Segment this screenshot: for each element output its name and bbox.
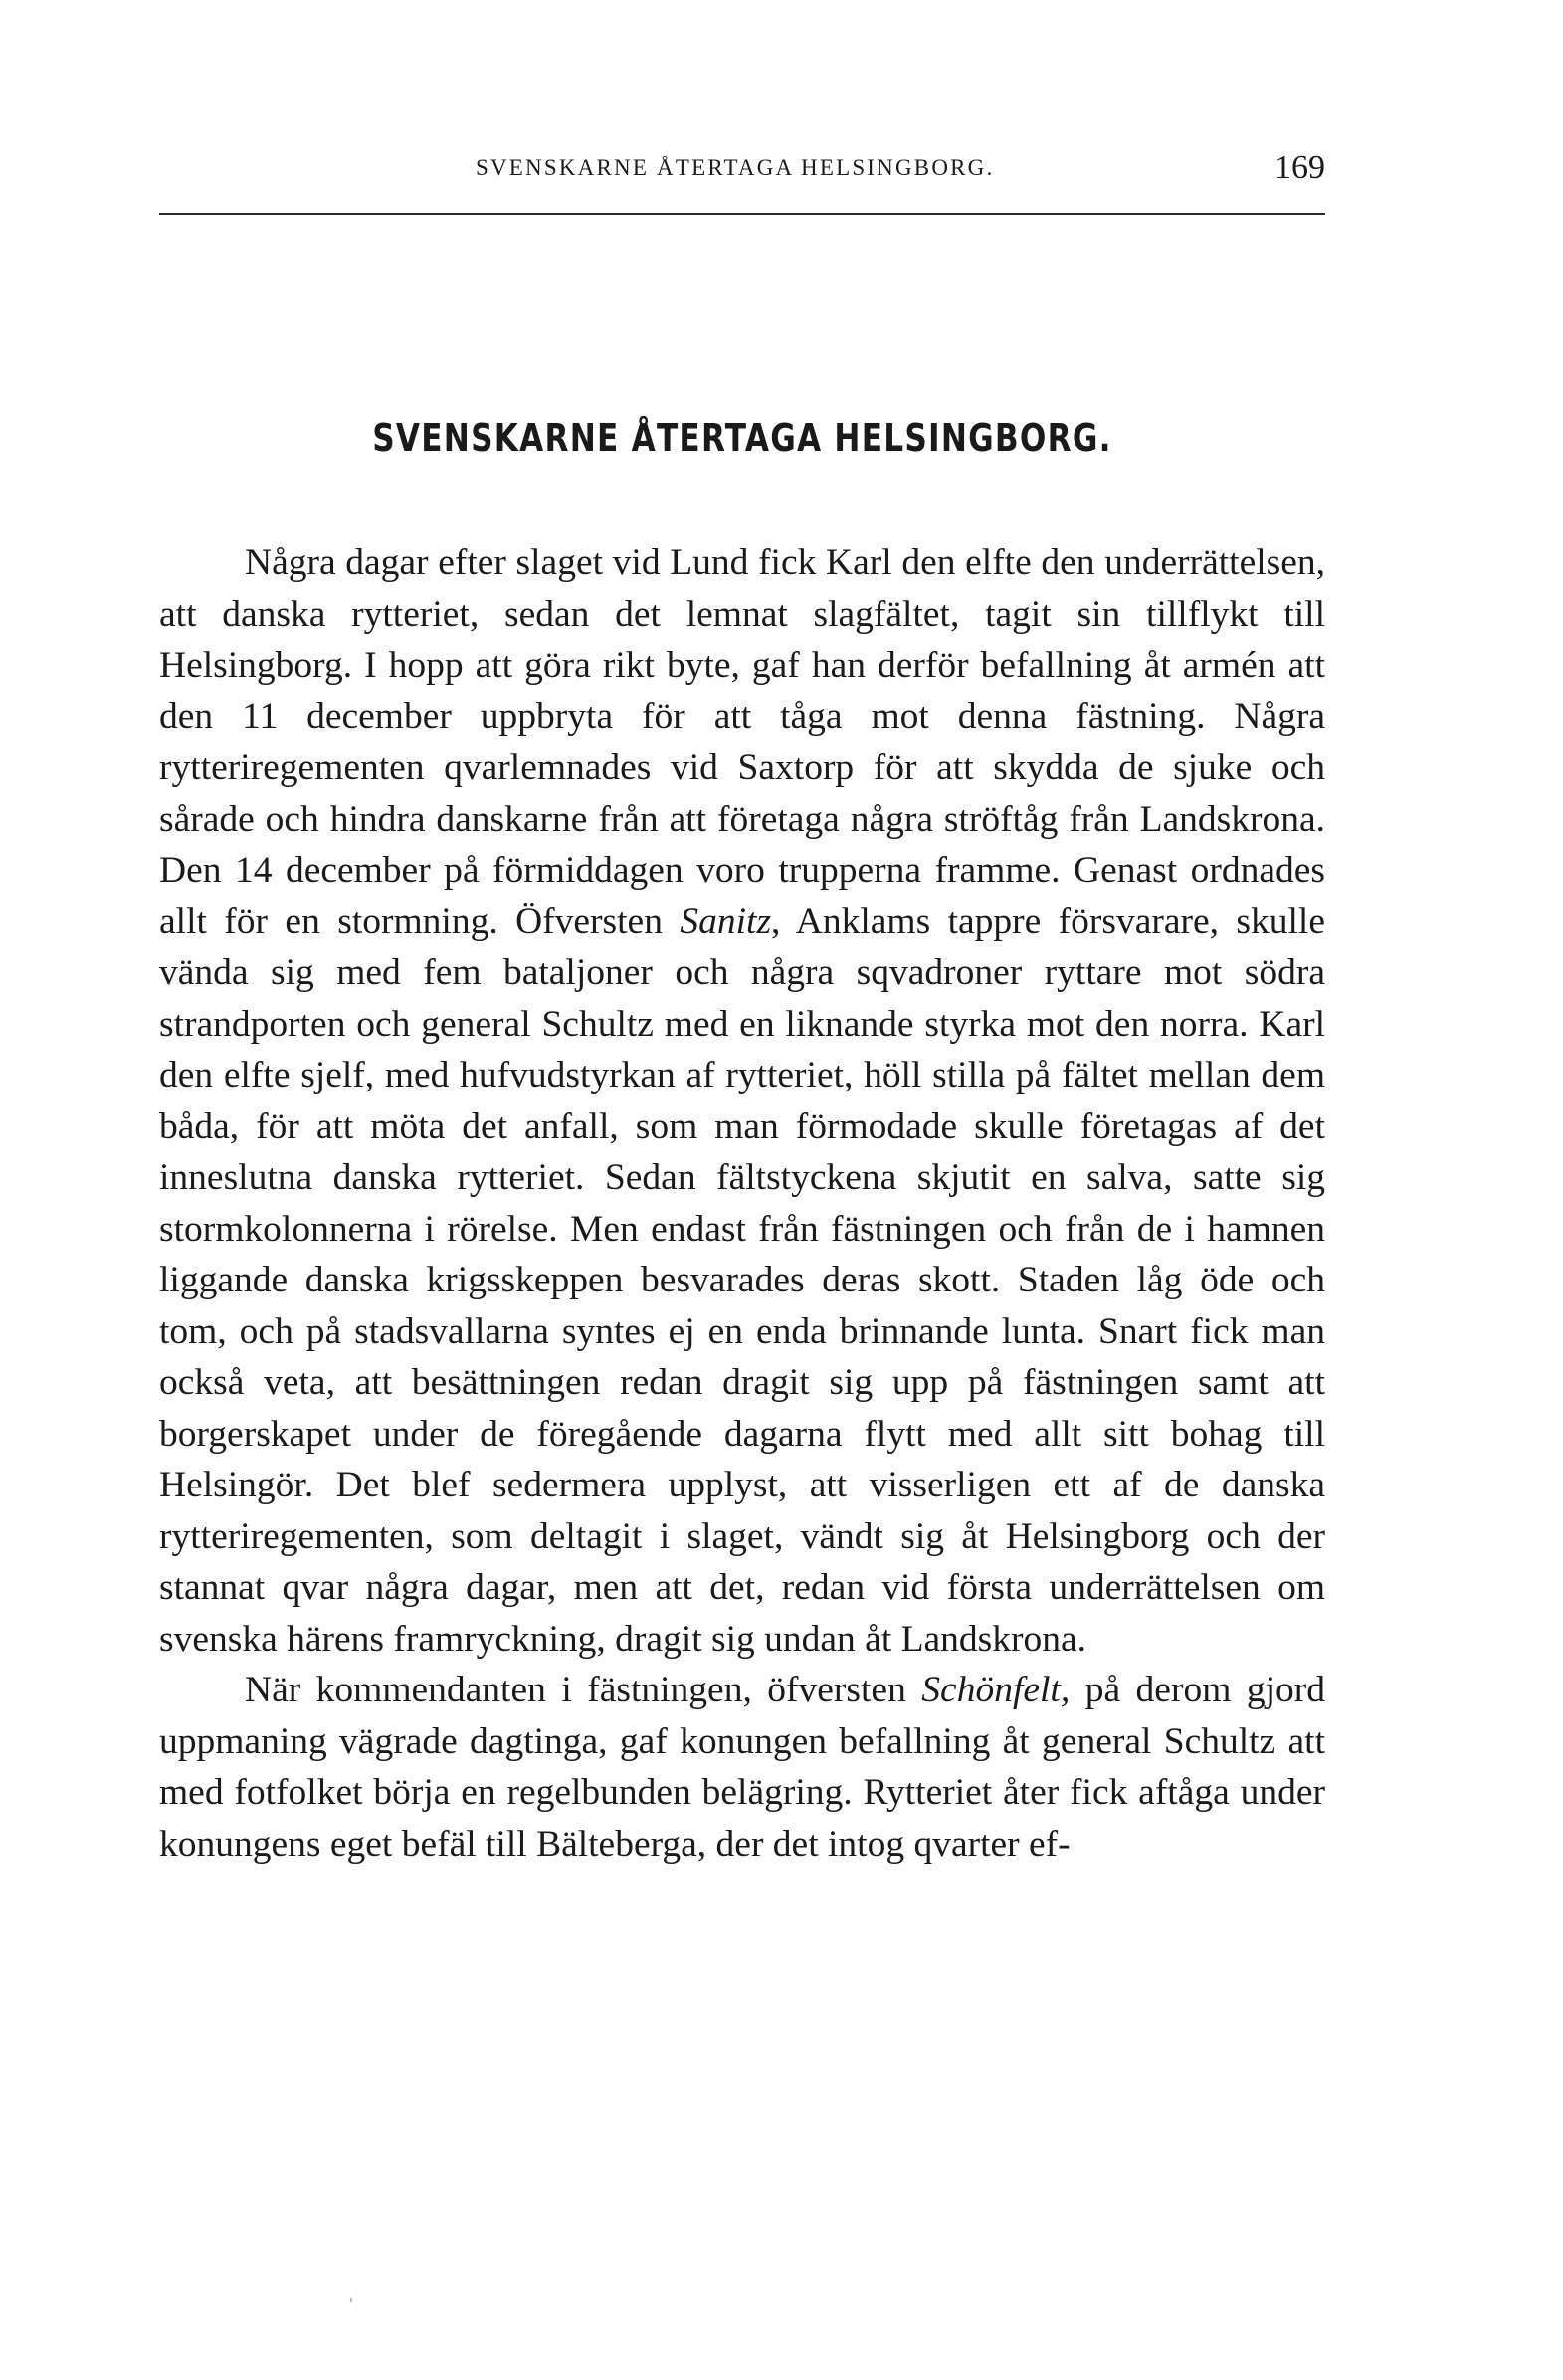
paragraph-1-name-sanitz: Sanitz	[680, 900, 772, 942]
header-rule	[159, 213, 1325, 215]
page-number: 169	[1274, 149, 1325, 186]
paragraph-2	[159, 1665, 1325, 1870]
paragraph-2-text: När kommendanten i fästningen, öfversten	[245, 1670, 922, 1710]
paragraph-1	[159, 537, 1325, 1665]
paragraph-2-name-schonfelt: Schönfelt,	[921, 1670, 1071, 1710]
running-head-title: SVENSKARNE ÅTERTAGA HELSINGBORG.	[476, 155, 995, 180]
chapter-title: SVENSKARNE ÅTERTAGA HELSINGBORG.	[372, 416, 1112, 460]
paragraph-2-text-cont: på derom gjord uppmaning vägrade dagtinga, gaf konungen befallning åt general Schultz att med fotfolket börja en regelbunden belägring. Rytteriet åter fick aftåga under konungens eget befäl till Bälteberga, der det intog qvarter ef-	[159, 1670, 1325, 1865]
paper-speck	[350, 2298, 352, 2302]
paragraph-1-text-cont: , Anklams tappre försvarare, skulle vända sig med fem bataljoner och några sqvadroner ryttare mot södra strandporten och general Schultz med en liknande styrka mot den norra. Karl den elfte sjelf, med hufvudstyrkan af rytteriet, höll stilla på fältet mellan dem båda, för att möta det anfall, som man förmodade skulle företagas af det inneslutna danska rytteriet. Sedan fältstyckena skjutit en salva, satte sig stormkolonnerna i rörelse. Men endast från fästningen och från de i hamnen liggande danska krigsskeppen besvarades deras skott. Staden låg öde och tom, och på stadsvallarna syntes ej en enda brinnande lunta. Snart fick man också veta, att besättningen redan dragit sig upp på fästningen samt att borgerskapet under de föregående dagarna flytt med allt sitt bohag till Helsingör. Det blef sedermera upplyst, att visserligen ett af de danska rytteriregementen, som deltagit i slaget, vändt sig åt Helsingborg och der stannat qvar några dagar, men att det, redan vid första underrättelsen om svenska härens framryckning, dragit sig undan åt Landskrona.	[159, 900, 1325, 1660]
body-text	[159, 537, 1325, 1870]
paragraph-1-text: Några dagar efter slaget vid Lund fick Karl den elfte den underrättelsen, att danska rytteriet, sedan det lemnat slagfältet, tagit sin tillflykt till Helsingborg. I hopp att göra rikt byte, gaf han derför befallning åt armén att den 11 december uppbryta för att tåga mot denna fästning. Några rytteriregementen qvarlemnades vid Saxtorp för att skydda de sjuke och sårade och hindra danskarne från att företaga några ströftåg från Landskrona. Den 14 december på förmiddagen voro trupperna framme. Genast ordnades allt för en stormning. Öfversten	[159, 542, 1325, 942]
running-head	[159, 149, 1325, 199]
